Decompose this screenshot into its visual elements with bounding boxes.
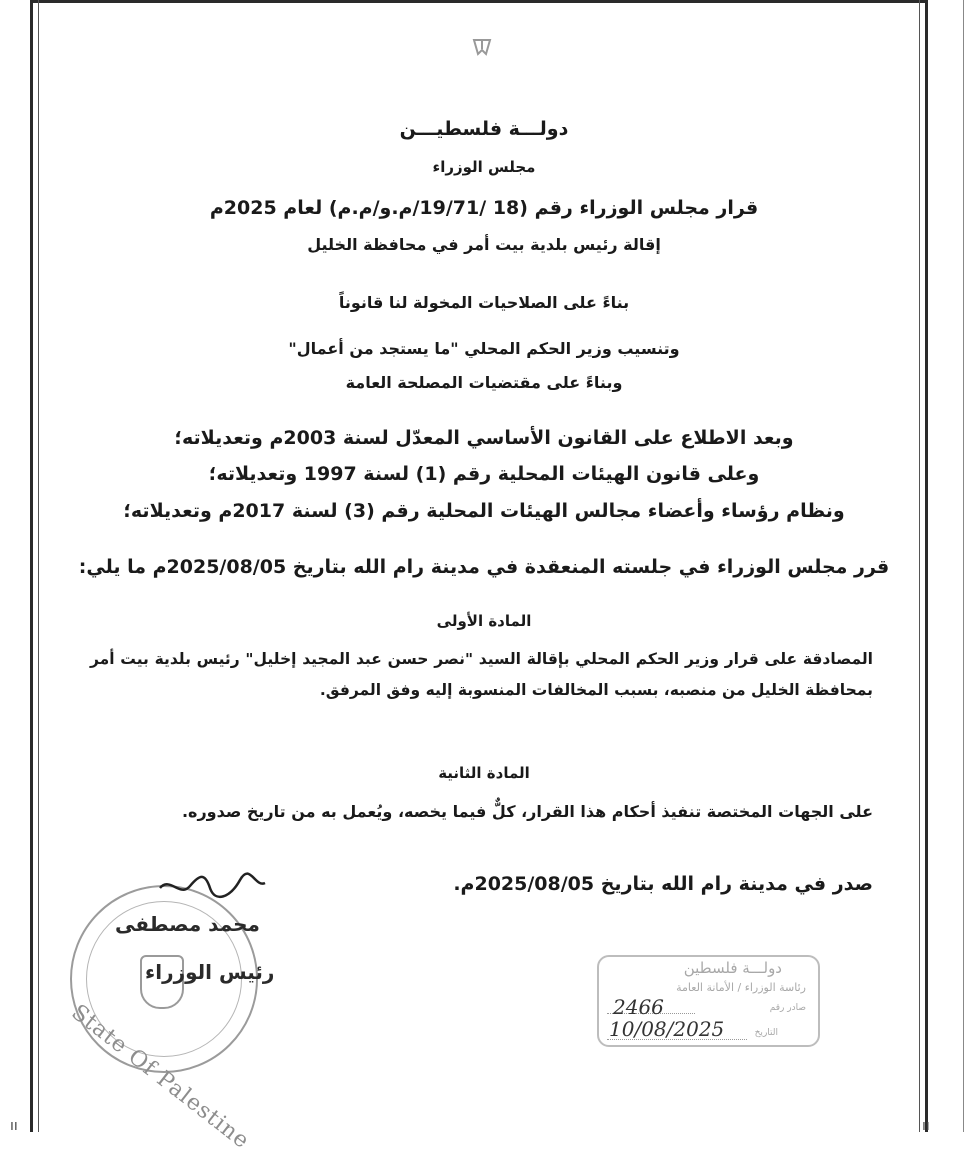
stamp-number-label: صادر رقم — [769, 1003, 806, 1013]
reference-line: وبعد الاطلاع على القانون الأساسي المعدّل لسنة 2003م وتعديلاته؛ — [174, 427, 794, 449]
stamp-number: 2466 — [613, 995, 664, 1019]
state-heading: دولـــة فلسطيـــن — [399, 118, 569, 140]
article-1-body: المصادقة على قرار وزير الحكم المحلي بإقالة السيد "نصر حسن عبد المجيد إخليل" رئيس بلدية بيت أمر بمحافظة الخليل من منصبه، بسبب المخالفات المنسوبة إليه وفق المرفق. — [90, 650, 873, 699]
stamp-title: دولـــة فلسطين — [683, 959, 782, 977]
decision-subject: إقالة رئيس بلدية بيت أمر في محافظة الخليل — [307, 235, 661, 254]
resolution-intro: قرر مجلس الوزراء في جلسته المنعقدة في مدينة رام الله بتاريخ 2025/08/05م ما يلي: — [78, 556, 890, 578]
issued-line: صدر في مدينة رام الله بتاريخ 2025/08/05م. — [453, 873, 873, 895]
eagle-emblem-icon — [470, 36, 494, 58]
reference-line: وعلى قانون الهيئات المحلية رقم (1) لسنة 1997 وتعديلاته؛ — [208, 463, 760, 485]
preamble-line: وتنسيب وزير الحكم المحلي "ما يستجد من أعمال" — [288, 339, 680, 358]
article-1-title: المادة الأولى — [436, 612, 532, 630]
signature-scribble — [150, 868, 270, 908]
decision-number: قرار مجلس الوزراء رقم (18 /19/71/م.و/م.م) لعام 2025م — [209, 197, 759, 219]
stamp-date: 10/08/2025 — [609, 1017, 725, 1041]
seal-text: State Of Palestine — [66, 1000, 255, 1154]
preamble-line: بناءً على الصلاحيات المخولة لنا قانوناً — [338, 293, 630, 312]
reference-line: ونظام رؤساء وأعضاء مجالس الهيئات المحلية رقم (3) لسنة 2017م وتعديلاته؛ — [123, 500, 845, 522]
article-2-body: على الجهات المختصة تنفيذ أحكام هذا القرار، كلٌّ فيما يخصه، ويُعمل به من تاريخ صدوره. — [181, 802, 873, 821]
scan-mark-left: ıı — [10, 1118, 18, 1134]
signer-name: محمد مصطفى — [115, 912, 260, 936]
stamp-date-label: التاريخ — [754, 1028, 778, 1038]
council-heading: مجلس الوزراء — [432, 158, 536, 176]
scan-mark-right: ıı — [922, 1118, 930, 1134]
article-2-title: المادة الثانية — [438, 764, 530, 782]
signer-title: رئيس الوزراء — [145, 960, 275, 984]
stamp-department: رئاسة الوزراء / الأمانة العامة — [676, 981, 806, 994]
registry-stamp — [597, 955, 820, 1047]
preamble-line: وبناءً على مقتضيات المصلحة العامة — [345, 373, 623, 392]
